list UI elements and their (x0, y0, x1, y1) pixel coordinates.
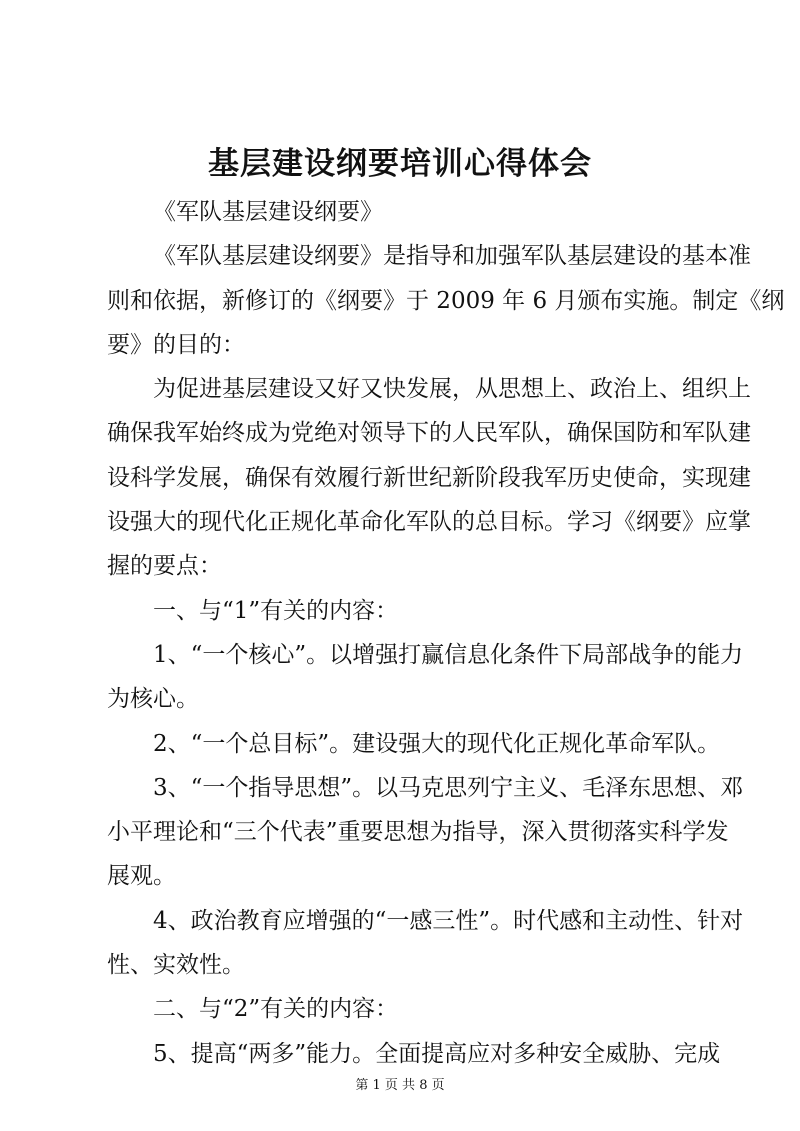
page-footer: 第 1 页 共 8 页 (355, 1078, 445, 1093)
paragraph (107, 1032, 721, 1076)
paragraph (107, 234, 785, 367)
paragraph-line: 为核心。 (107, 686, 199, 713)
paragraph-line: 5、提高“两多”能力。全面提高应对多种安全威胁、完成 (153, 1040, 721, 1067)
paragraph-line: 一、与“1”有关的内容： (153, 597, 399, 624)
document-title: 基层建设纲要培训心得体会 (208, 146, 592, 182)
paragraph-line: 展观。 (107, 863, 176, 890)
paragraph-line: 则和依据，新修订的《纲要》于 2009 年 6 月颁布实施。制定《纲 (107, 287, 785, 314)
paragraph (107, 722, 721, 766)
paragraph-line: 二、与“2”有关的内容： (153, 996, 399, 1023)
paragraph-line: 《军队基层建设纲要》 (153, 199, 383, 225)
paragraph (107, 633, 744, 722)
paragraph-line: 性、实效性。 (107, 952, 245, 979)
paragraph (107, 766, 744, 899)
paragraph-line: 为促进基层建设又好又快发展，从思想上、政治上、组织上 (153, 376, 751, 403)
paragraph-line: 确保我军始终成为党绝对领导下的人民军队，确保国防和军队建 (107, 420, 751, 447)
paragraph-line: 4、政治教育应增强的“一感三性”。时代感和主动性、针对 (153, 907, 744, 934)
paragraph-line: 2、“一个总目标”。建设强大的现代化正规化革命军队。 (153, 730, 721, 757)
paragraph (107, 190, 707, 234)
paragraph (107, 589, 707, 633)
paragraph-line: 握的要点： (107, 553, 222, 580)
paragraph-line: 设科学发展，确保有效履行新世纪新阶段我军历史使命，实现建 (107, 464, 751, 491)
paragraph (107, 899, 744, 988)
paragraph-line: 小平理论和“三个代表”重要思想为指导，深入贯彻落实科学发 (107, 819, 729, 846)
document-body (107, 190, 785, 1076)
paragraph-line: 1、“一个核心”。以增强打赢信息化条件下局部战争的能力 (153, 641, 744, 668)
paragraph-line: 《军队基层建设纲要》是指导和加强军队基层建设的基本准 (153, 243, 751, 270)
paragraph-line: 要》的目的： (107, 331, 245, 358)
paragraph-line: 设强大的现代化正规化革命化军队的总目标。学习《纲要》应掌 (107, 509, 751, 536)
paragraph (107, 367, 751, 588)
paragraph-line: 3、“一个指导思想”。以马克思列宁主义、毛泽东思想、邓 (153, 774, 744, 801)
paragraph (107, 987, 707, 1031)
